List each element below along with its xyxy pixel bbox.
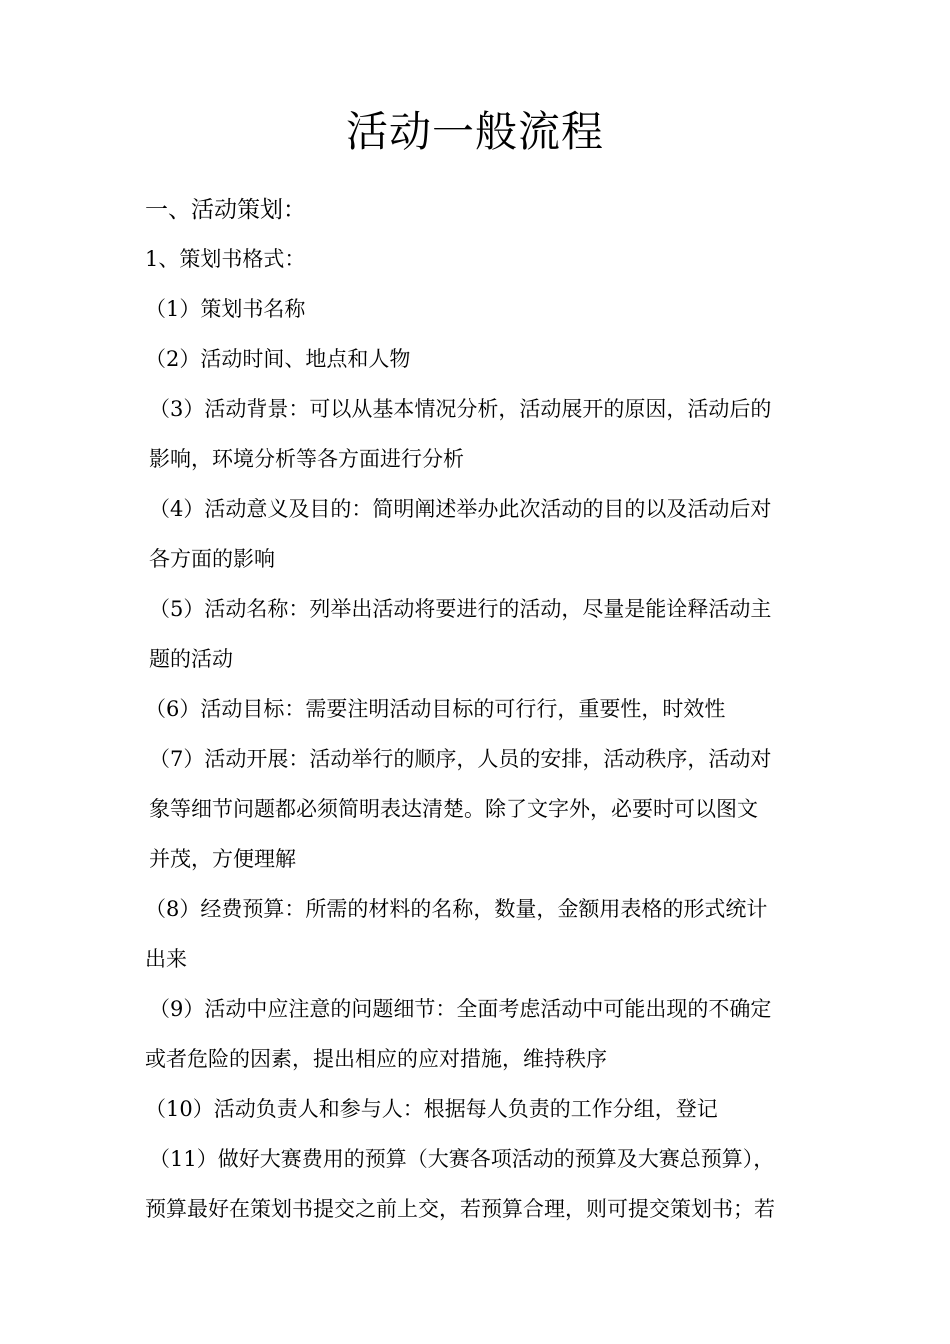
list-item: （10）活动负责人和参与人：根据每人负责的工作分组，登记 [145,1097,718,1121]
list-item: （2）活动时间、地点和人物 [145,347,411,371]
list-item-continuation: 并茂，方便理解 [149,847,296,871]
list-item: （5）活动名称：列举出活动将要进行的活动，尽量是能诠释活动主 [149,597,772,621]
list-item: （7）活动开展：活动举行的顺序，人员的安排，活动秩序，活动对 [149,747,772,771]
list-item-continuation: 影响，环境分析等各方面进行分析 [149,447,464,471]
list-item-continuation: 象等细节问题都必须简明表达清楚。除了文字外，必要时可以图文 [149,797,758,821]
document-title: 活动一般流程 [345,107,604,156]
list-item: （8）经费预算：所需的材料的名称，数量，金额用表格的形式统计 [145,897,768,921]
list-item-continuation: 或者危险的因素，提出相应的应对措施，维持秩序 [145,1047,607,1071]
list-item: （3）活动背景：可以从基本情况分析，活动展开的原因，活动后的 [149,397,772,421]
subheading-proposal-format: 1、策划书格式： [145,247,306,271]
list-item: （6）活动目标：需要注明活动目标的可行行，重要性，时效性 [145,697,726,721]
list-item: （4）活动意义及目的：简明阐述举办此次活动的目的以及活动后对 [149,497,772,521]
section-heading-activity-planning: 一、活动策划： [145,197,306,223]
list-item-continuation: 各方面的影响 [149,547,275,571]
list-item-continuation: 题的活动 [149,647,233,671]
list-item: （9）活动中应注意的问题细节：全面考虑活动中可能出现的不确定 [149,997,772,1021]
list-item: （11）做好大赛费用的预算（大赛各项活动的预算及大赛总预算）， [149,1147,775,1171]
list-item-continuation: 出来 [145,947,187,971]
list-item-continuation: 预算最好在策划书提交之前上交，若预算合理，则可提交策划书；若 [145,1197,775,1221]
list-item: （1）策划书名称 [145,297,306,321]
